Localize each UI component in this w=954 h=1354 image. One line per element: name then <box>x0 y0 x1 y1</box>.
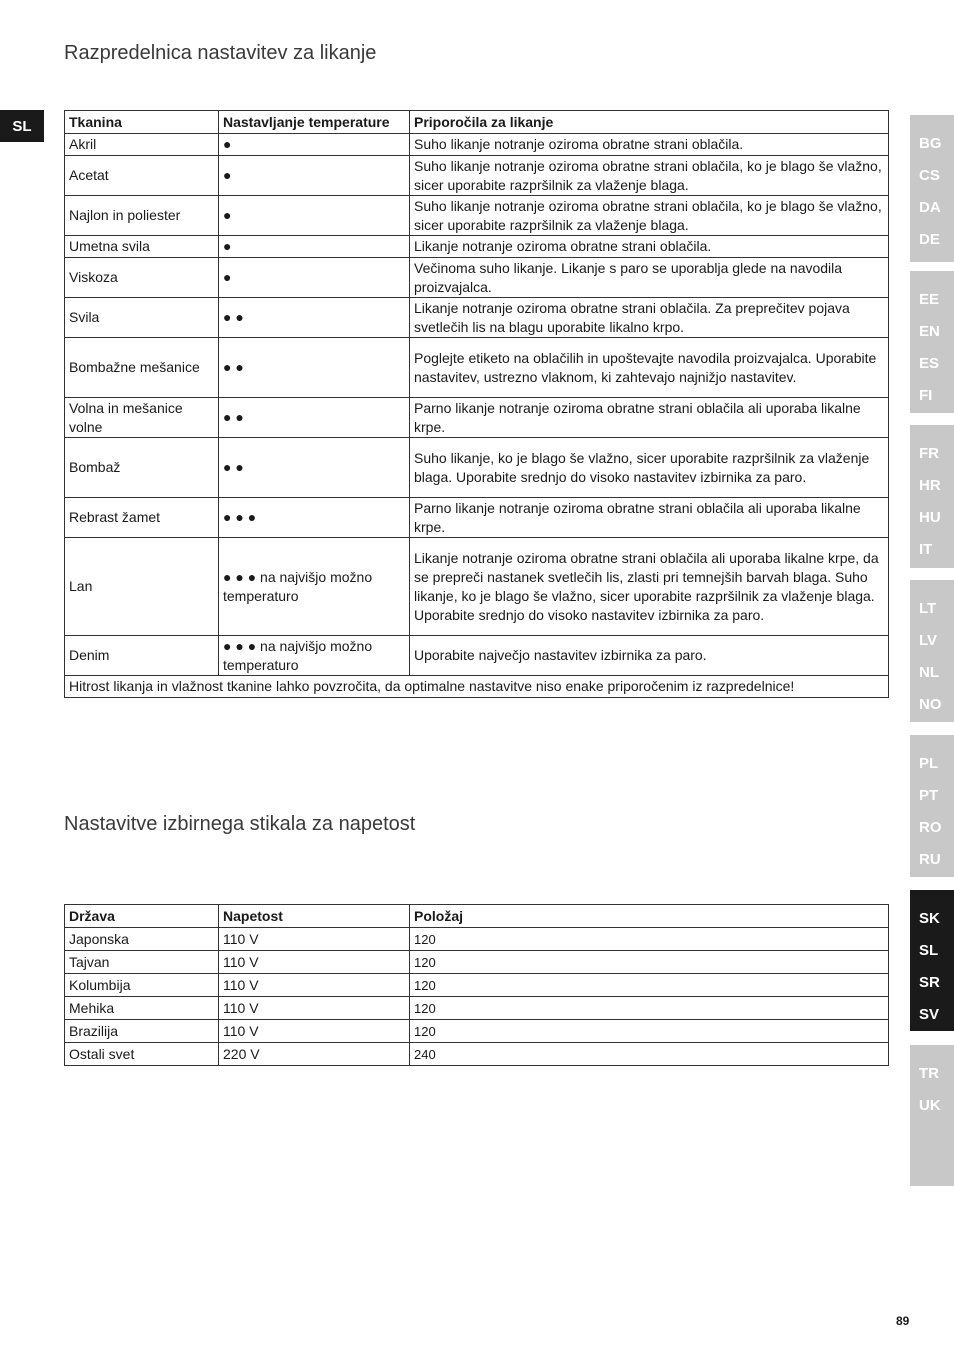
ironing-chart-title: Razpredelnica nastavitev za likanje <box>64 42 377 64</box>
language-link-ee[interactable]: EE <box>919 291 940 308</box>
country-cell: Ostali svet <box>65 1043 219 1066</box>
language-link-lv[interactable]: LV <box>919 632 938 649</box>
language-group <box>910 425 954 568</box>
fabric-cell: Bombaž <box>65 438 219 498</box>
table-row <box>65 928 889 951</box>
voltage-cell: 110 V <box>219 974 410 997</box>
language-link-sl[interactable]: SL <box>919 942 939 959</box>
advice-cell: Likanje notranje oziroma obratne strani oblačila. <box>410 236 889 258</box>
country-cell: Kolumbija <box>65 974 219 997</box>
language-link-lt[interactable]: LT <box>919 600 937 617</box>
language-link-hu[interactable]: HU <box>919 509 941 526</box>
voltage-cell: 220 V <box>219 1043 410 1066</box>
voltage-settings-table <box>64 904 889 1066</box>
table-row <box>65 997 889 1020</box>
fabric-cell: Denim <box>65 636 219 676</box>
temperature-cell: ● ● ● na najvišjo možno temperaturo <box>219 636 410 676</box>
country-cell: Mehika <box>65 997 219 1020</box>
fabric-cell: Acetat <box>65 156 219 196</box>
language-link-da[interactable]: DA <box>919 199 941 216</box>
language-group <box>910 890 954 1031</box>
table-row <box>65 156 889 196</box>
language-group <box>910 115 954 262</box>
advice-cell: Suho likanje notranje oziroma obratne strani oblačila. <box>410 134 889 156</box>
fabric-cell: Najlon in poliester <box>65 196 219 236</box>
language-link-tr[interactable]: TR <box>919 1065 939 1082</box>
table-row <box>65 538 889 636</box>
language-link-pt[interactable]: PT <box>919 787 939 804</box>
table-row <box>65 438 889 498</box>
position-cell: 120 <box>410 997 889 1020</box>
language-link-sk[interactable]: SK <box>919 910 940 927</box>
language-link-cs[interactable]: CS <box>919 167 940 184</box>
temperature-cell: ● ● ● na najvišjo možno temperaturo <box>219 538 410 636</box>
advice-cell: Suho likanje notranje oziroma obratne strani oblačila, ko je blago še vlažno, sicer uporabite razpršilnik za vlaženje blaga. <box>410 196 889 236</box>
fabric-cell: Volna in mešanice volne <box>65 398 219 438</box>
voltage-cell: 110 V <box>219 997 410 1020</box>
ironing-settings-table <box>64 110 889 698</box>
fabric-cell: Rebrast žamet <box>65 498 219 538</box>
language-link-nl[interactable]: NL <box>919 664 939 681</box>
advice-cell: Uporabite največjo nastavitev izbirnika za paro. <box>410 636 889 676</box>
temperature-cell: ● ● <box>219 438 410 498</box>
table-row <box>65 398 889 438</box>
table-row <box>65 236 889 258</box>
header-position: Položaj <box>410 905 889 928</box>
table-footnote: Hitrost likanja in vlažnost tkanine lahko povzročita, da optimalne nastavitve niso enake priporočenim iz razpredelnice! <box>65 676 889 698</box>
language-link-en[interactable]: EN <box>919 323 940 340</box>
table-row <box>65 1043 889 1066</box>
table-row <box>65 636 889 676</box>
table-row <box>65 498 889 538</box>
fabric-cell: Bombažne mešanice <box>65 338 219 398</box>
position-cell: 120 <box>410 974 889 997</box>
table-header-row <box>65 111 889 134</box>
language-link-sr[interactable]: SR <box>919 974 940 991</box>
advice-cell: Suho likanje, ko je blago še vlažno, sicer uporabite razpršilnik za vlaženje blaga. Uporabite srednjo do visoko nastavitev izbirnika za paro. <box>410 438 889 498</box>
language-group <box>910 735 954 877</box>
language-link-hr[interactable]: HR <box>919 477 941 494</box>
temperature-cell: ● ● ● <box>219 498 410 538</box>
language-link-ro[interactable]: RO <box>919 819 942 836</box>
language-tag: SL <box>0 110 44 142</box>
voltage-cell: 110 V <box>219 928 410 951</box>
header-country: Država <box>65 905 219 928</box>
advice-cell: Poglejte etiketo na oblačilih in upoštevajte navodila proizvajalca. Uporabite nastavitev, ustrezno vlaknom, ki zahtevajo najnižjo nastavitev. <box>410 338 889 398</box>
temperature-cell: ● ● <box>219 338 410 398</box>
advice-cell: Likanje notranje oziroma obratne strani oblačila ali uporaba likalne krpe, da se prepreči nastanek svetlečih lis, zlasti pri temnejših barvah blaga. Suho likanje, ko je blago še vlažno, sicer uporabite razpršilnik za vlaženje blaga. Uporabite srednjo do visoko nastavitev izbirnika za paro. <box>410 538 889 636</box>
language-link-de[interactable]: DE <box>919 231 940 248</box>
table-footer-row <box>65 676 889 698</box>
language-link-bg[interactable]: BG <box>919 135 942 152</box>
country-cell: Brazilija <box>65 1020 219 1043</box>
voltage-cell: 110 V <box>219 1020 410 1043</box>
table-row <box>65 951 889 974</box>
table-row <box>65 974 889 997</box>
temperature-cell: ● <box>219 134 410 156</box>
language-link-no[interactable]: NO <box>919 696 942 713</box>
page-number: 89 <box>896 1314 910 1328</box>
position-cell: 240 <box>410 1043 889 1066</box>
table-row <box>65 196 889 236</box>
language-link-it[interactable]: IT <box>919 541 933 558</box>
language-link-fi[interactable]: FI <box>919 387 933 404</box>
position-cell: 120 <box>410 951 889 974</box>
fabric-cell: Svila <box>65 298 219 338</box>
language-link-es[interactable]: ES <box>919 355 940 372</box>
country-cell: Japonska <box>65 928 219 951</box>
table-row <box>65 258 889 298</box>
voltage-selector-title: Nastavitve izbirnega stikala za napetost <box>64 813 416 835</box>
advice-cell: Likanje notranje oziroma obratne strani oblačila. Za preprečitev pojava svetlečih lis na blagu uporabite likalno krpo. <box>410 298 889 338</box>
position-cell: 120 <box>410 1020 889 1043</box>
temperature-cell: ● <box>219 258 410 298</box>
fabric-cell: Umetna svila <box>65 236 219 258</box>
advice-cell: Parno likanje notranje oziroma obratne strani oblačila ali uporaba likalne krpe. <box>410 398 889 438</box>
advice-cell: Suho likanje notranje oziroma obratne strani oblačila, ko je blago še vlažno, sicer uporabite razpršilnik za vlaženje blaga. <box>410 156 889 196</box>
table-row <box>65 134 889 156</box>
fabric-cell: Lan <box>65 538 219 636</box>
header-fabric: Tkanina <box>65 111 219 134</box>
advice-cell: Večinoma suho likanje. Likanje s paro se uporablja glede na navodila proizvajalca. <box>410 258 889 298</box>
table-row <box>65 1020 889 1043</box>
country-cell: Tajvan <box>65 951 219 974</box>
language-group <box>910 271 954 413</box>
table-row <box>65 298 889 338</box>
temperature-cell: ● <box>219 236 410 258</box>
voltage-cell: 110 V <box>219 951 410 974</box>
table-row <box>65 338 889 398</box>
advice-cell: Parno likanje notranje oziroma obratne strani oblačila ali uporaba likalne krpe. <box>410 498 889 538</box>
fabric-cell: Viskoza <box>65 258 219 298</box>
temperature-cell: ● ● <box>219 398 410 438</box>
position-cell: 120 <box>410 928 889 951</box>
header-advice: Priporočila za likanje <box>410 111 889 134</box>
table-header-row <box>65 905 889 928</box>
header-temperature: Nastavljanje temperature <box>219 111 410 134</box>
voltage-table-body <box>65 928 889 1066</box>
fabric-cell: Akril <box>65 134 219 156</box>
language-link-sv[interactable]: SV <box>919 1006 940 1023</box>
language-link-fr[interactable]: FR <box>919 445 939 462</box>
ironing-table-body <box>65 134 889 698</box>
language-link-pl[interactable]: PL <box>919 755 939 772</box>
header-voltage: Napetost <box>219 905 410 928</box>
language-group <box>910 1045 954 1186</box>
temperature-cell: ● ● <box>219 298 410 338</box>
language-link-ru[interactable]: RU <box>919 851 941 868</box>
language-group <box>910 580 954 722</box>
temperature-cell: ● <box>219 156 410 196</box>
language-link-uk[interactable]: UK <box>919 1097 941 1114</box>
temperature-cell: ● <box>219 196 410 236</box>
